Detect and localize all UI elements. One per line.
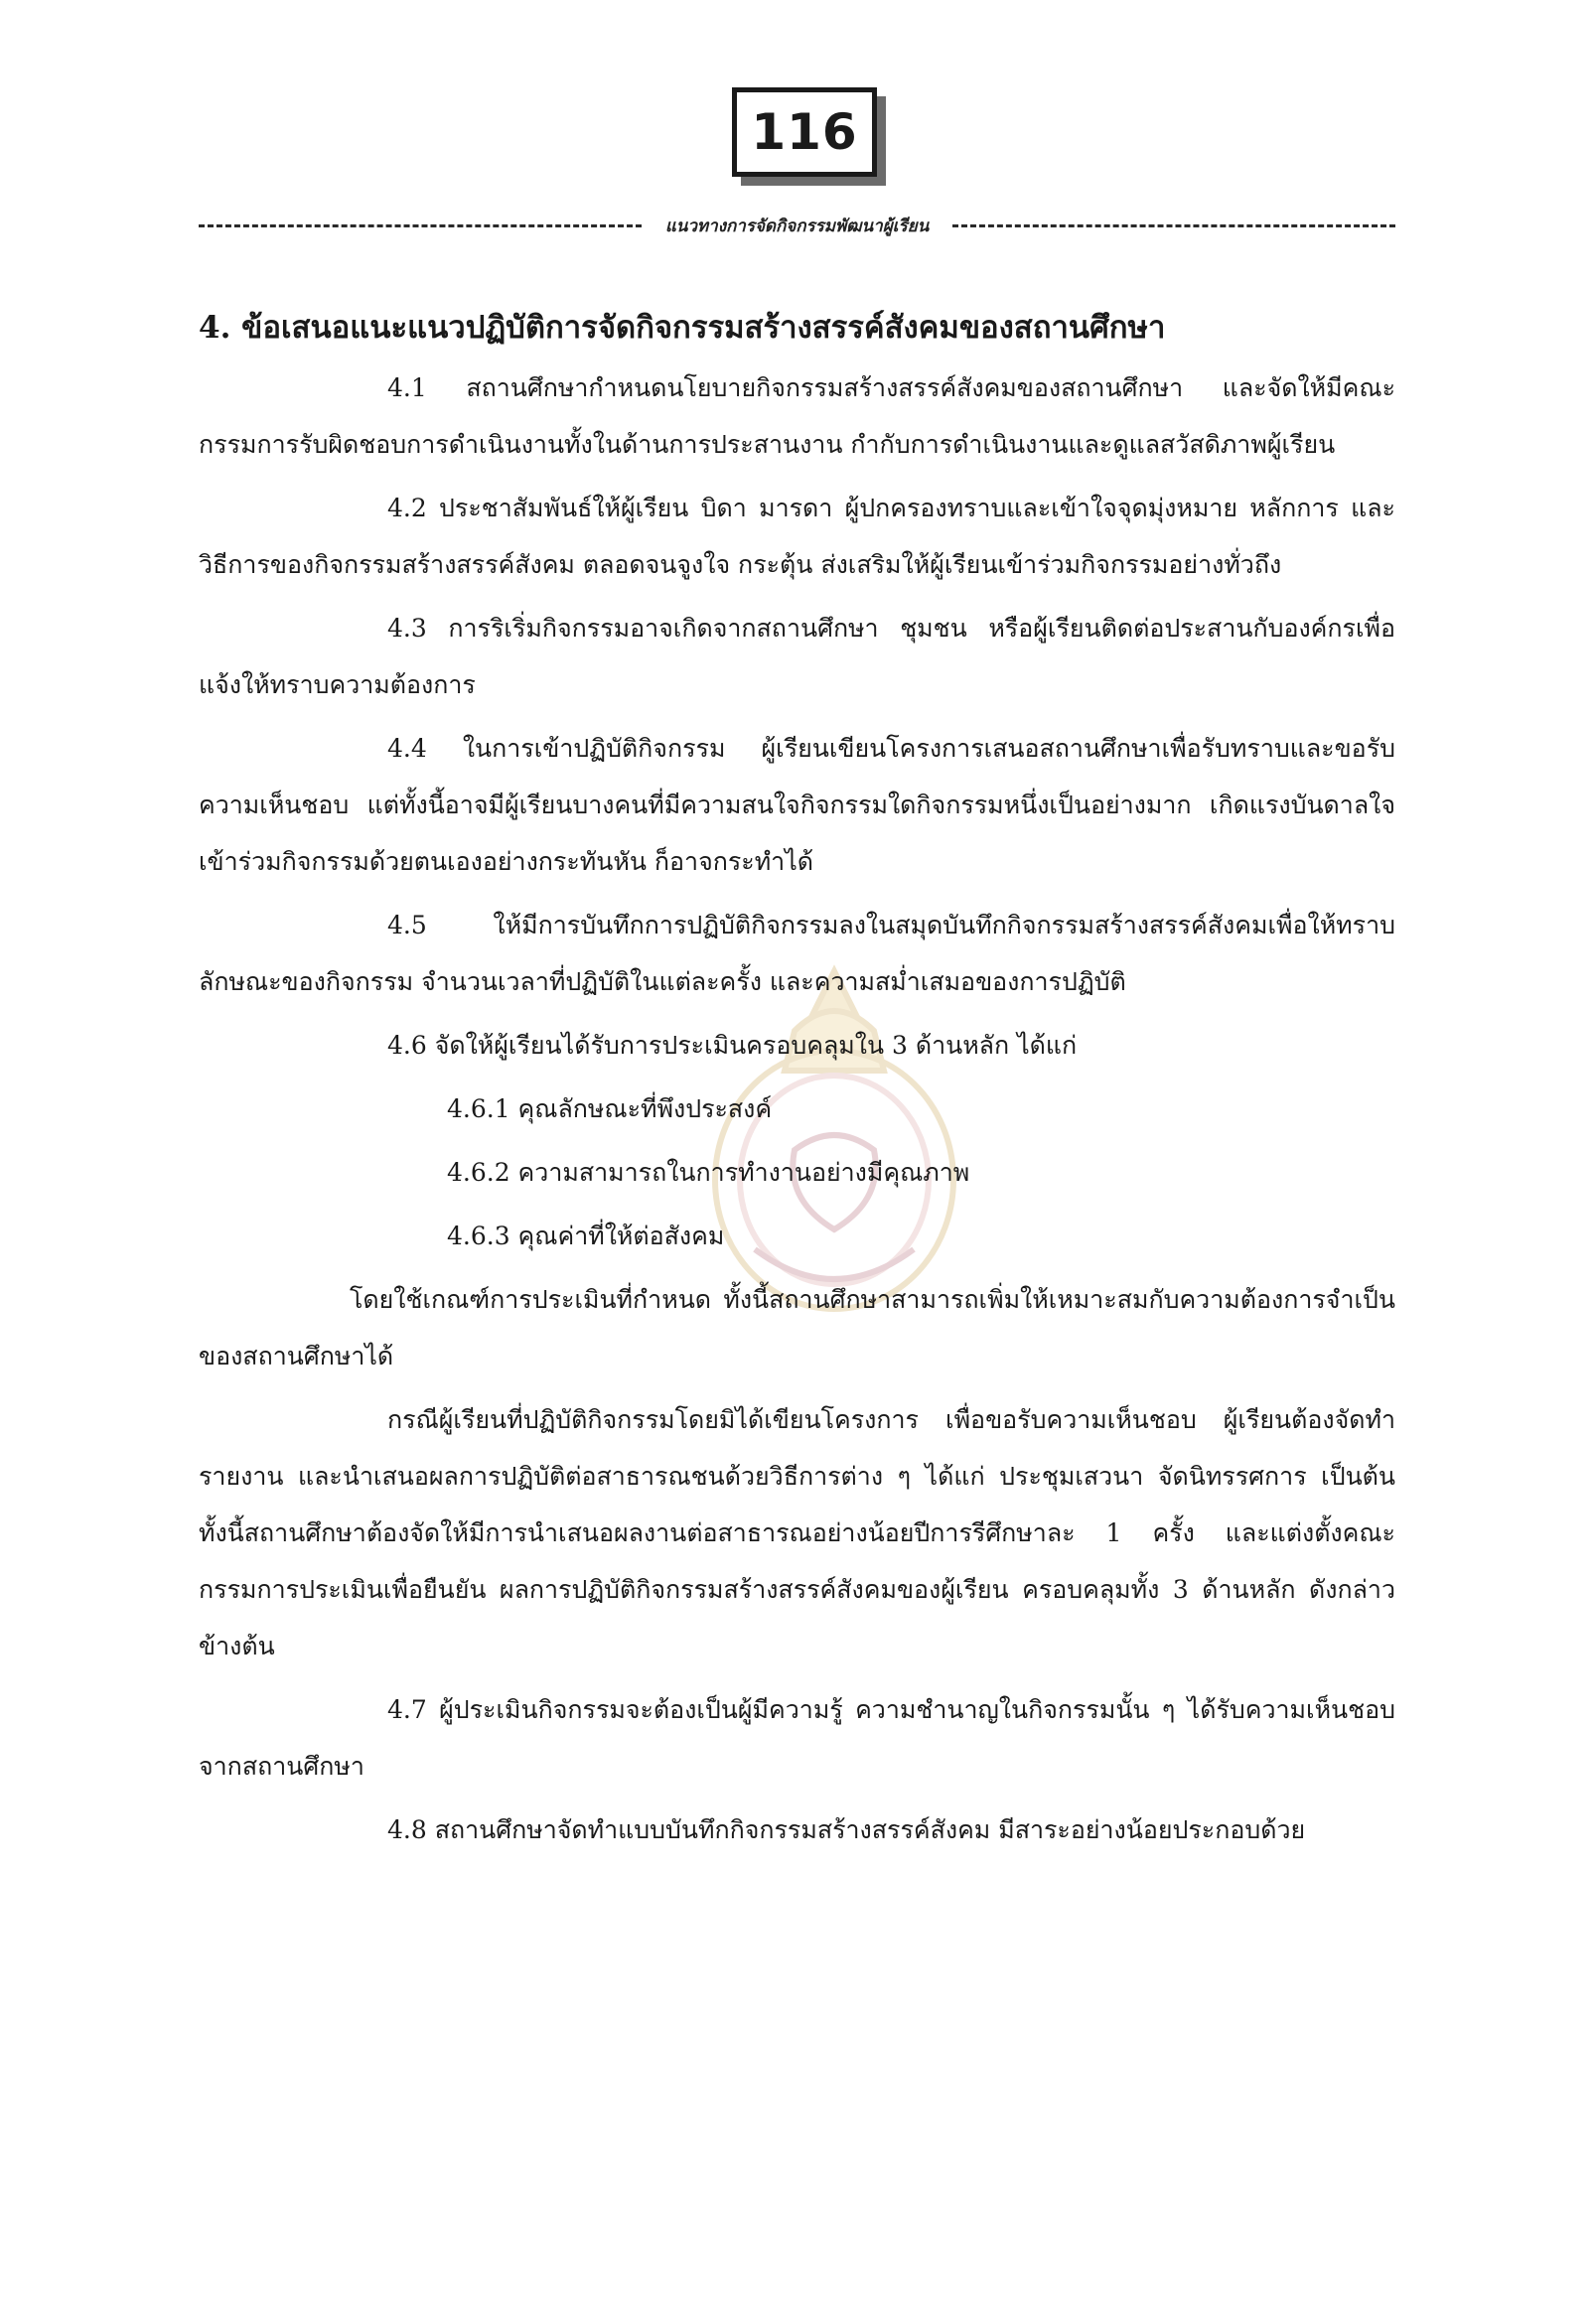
- paragraph-4-8: 4.8 สถานศึกษาจัดทำแบบบันทึกกิจกรรมสร้างสรรค์สังคม มีสาระอย่างน้อยประกอบด้วย: [387, 1815, 1306, 1844]
- paragraph-4-7: 4.7 ผู้ประเมินกิจกรรมจะต้องเป็นผู้มีความรู้ ความชำนาญในกิจกรรมนั้น ๆ ได้รับความเห็นชอบจากสถานศึกษา: [199, 1695, 1395, 1781]
- paragraph-case: กรณีผู้เรียนที่ปฏิบัติกิจกรรมโดยมิได้เขียนโครงการ เพื่อขอรับความเห็นชอบ ผู้เรียนต้องจัดทำรายงาน และนำเสนอผลการปฏิบัติต่อสาธารณชนด้วยวิธีการต่าง ๆ ได้แก่ ประชุมเสวนา จัดนิทรรศการ เป็นต้น ทั้งนี้สถานศึกษาต้องจัดให้มีการนำเสนอผลงานต่อสาธารณอย่างน้อยปีการรีศึกษาละ 1 ครั้ง และแต่งตั้งคณะกรรมการประเมินเพื่อยืนยัน ผลการปฏิบัติกิจกรรมสร้างสรรค์สังคมของผู้เรียน ครอบคลุมทั้ง 3 ด้านหลัก ดังกล่าวข้างต้น: [199, 1405, 1395, 1660]
- running-header-title: แนวทางการจัดกิจกรรมพัฒนาผู้เรียน: [664, 216, 930, 236]
- section-heading: 4. ข้อเสนอแนะแนวปฏิบัติการจัดกิจกรรมสร้างสรรค์สังคมของสถานศึกษา: [199, 310, 1166, 346]
- sub-item-4-6-1: 4.6.1 คุณลักษณะที่พึงประสงค์: [447, 1094, 773, 1123]
- paragraph-4-4: 4.4 ในการเข้าปฏิบัติกิจกรรม ผู้เรียนเขียนโครงการเสนอสถานศึกษาเพื่อรับทราบและขอรับความเห็นชอบ แต่ทั้งนี้อาจมีผู้เรียนบางคนที่มีความสนใจกิจกรรมใดกิจกรรมหนึ่งเป็นอย่างมาก เกิดแรงบันดาลใจเข้าร่วมกิจกรรมด้วยตนเองอย่างกระทันหัน ก็อาจกระทำได้: [199, 734, 1395, 876]
- sub-item-4-6-3: 4.6.3 คุณค่าที่ให้ต่อสังคม: [447, 1222, 725, 1250]
- paragraph-criteria: โดยใช้เกณฑ์การประเมินที่กำหนด ทั้งนี้สถานศึกษาสามารถเพิ่มให้เหมาะสมกับความต้องการจำเป็นของสถานศึกษาได้: [199, 1285, 1395, 1370]
- paragraph-4-2: 4.2 ประชาสัมพันธ์ให้ผู้เรียน บิดา มารดา ผู้ปกครองทราบและเข้าใจจุดมุ่งหมาย หลักการ และวิธีการของกิจกรรมสร้างสรรค์สังคม ตลอดจนจูงใจ กระตุ้น ส่งเสริมให้ผู้เรียนเข้าร่วมกิจกรรมอย่างทั่วถึง: [199, 494, 1395, 579]
- page-number: 116: [732, 87, 877, 177]
- header-rule-left: [199, 224, 642, 227]
- paragraph-4-6: 4.6 จัดให้ผู้เรียนได้รับการประเมินครอบคลุมใน 3 ด้านหลัก ได้แก่: [387, 1031, 1078, 1060]
- paragraph-4-3: 4.3 การริเริ่มกิจกรรมอาจเกิดจากสถานศึกษา ชุมชน หรือผู้เรียนติดต่อประสานกับองค์กรเพื่อแจ้งให้ทราบความต้องการ: [199, 614, 1395, 699]
- paragraph-4-1: 4.1 สถานศึกษากำหนดนโยบายกิจกรรมสร้างสรรค์สังคมของสถานศึกษา และจัดให้มีคณะกรรมการรับผิดชอบการดำเนินงานทั้งในด้านการประสานงาน กำกับการดำเนินงานและดูแลสวัสดิภาพผู้เรียน: [199, 373, 1395, 459]
- paragraph-4-5: 4.5 ให้มีการบันทึกการปฏิบัติกิจกรรมลงในสมุดบันทึกกิจกรรมสร้างสรรค์สังคมเพื่อให้ทราบลักษณะของกิจกรรม จำนวนเวลาที่ปฏิบัติในแต่ละครั้ง และความสม่ำเสมอของการปฏิบัติ: [199, 911, 1395, 996]
- sub-item-4-6-2: 4.6.2 ความสามารถในการทำงานอย่างมีคุณภาพ: [447, 1158, 970, 1187]
- running-header: [199, 211, 1395, 240]
- header-rule-right: [952, 224, 1395, 227]
- document-body: [199, 298, 1395, 1865]
